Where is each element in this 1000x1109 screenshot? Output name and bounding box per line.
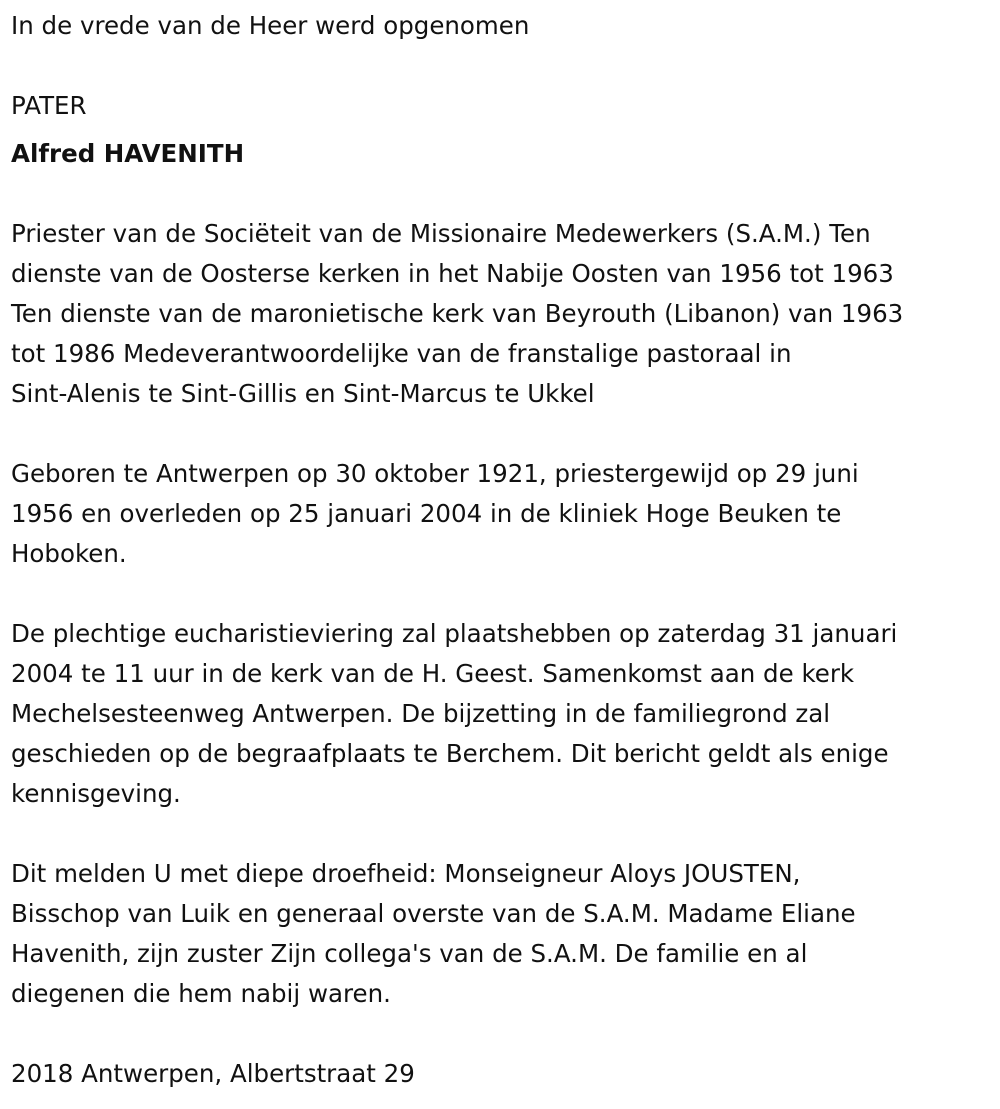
text-line: Hoboken. bbox=[11, 539, 127, 568]
spacer bbox=[11, 1014, 986, 1054]
text-line: dienste van de Oosterse kerken in het Nabije Oosten van 1956 tot 1963 bbox=[11, 259, 894, 288]
spacer bbox=[11, 574, 986, 614]
address-line: 2018 Antwerpen, Albertstraat 29 bbox=[11, 1059, 415, 1088]
text-line: Sint-Alenis te Sint-Gillis en Sint-Marcus te Ukkel bbox=[11, 379, 595, 408]
paragraph-announcers bbox=[11, 854, 986, 1014]
text-line: Mechelsesteenweg Antwerpen. De bijzetting in de familiegrond zal bbox=[11, 699, 831, 728]
text-line: kennisgeving. bbox=[11, 779, 181, 808]
text-line: 1956 en overleden op 25 januari 2004 in de kliniek Hoge Beuken te bbox=[11, 499, 842, 528]
paragraph-ceremony bbox=[11, 614, 986, 814]
spacer bbox=[11, 814, 986, 854]
spacer bbox=[11, 126, 986, 134]
deceased-name: Alfred HAVENITH bbox=[11, 139, 245, 168]
text-line: Bisschop van Luik en generaal overste van de S.A.M. Madame Eliane bbox=[11, 899, 856, 928]
spacer bbox=[11, 414, 986, 454]
paragraph-birth-death bbox=[11, 454, 986, 574]
text-line: Dit melden U met diepe droefheid: Monseigneur Aloys JOUSTEN, bbox=[11, 859, 801, 888]
text-line: geschieden op de begraafplaats te Berchem. Dit bericht geldt als enige bbox=[11, 739, 889, 768]
text-line: 2004 te 11 uur in de kerk van de H. Geest. Samenkomst aan de kerk bbox=[11, 659, 855, 688]
text-line: Priester van de Sociëteit van de Missionaire Medewerkers (S.A.M.) Ten bbox=[11, 219, 871, 248]
title-line: PATER bbox=[11, 91, 87, 120]
text-line: Havenith, zijn zuster Zijn collega's van de S.A.M. De familie en al bbox=[11, 939, 808, 968]
paragraph-career bbox=[11, 214, 986, 414]
text-line: De plechtige eucharistieviering zal plaatshebben op zaterdag 31 januari bbox=[11, 619, 898, 648]
text-line: diegenen die hem nabij waren. bbox=[11, 979, 391, 1008]
text-line: tot 1986 Medeverantwoordelijke van de franstalige pastoraal in bbox=[11, 339, 792, 368]
intro-line: In de vrede van de Heer werd opgenomen bbox=[11, 11, 530, 40]
text-line: Ten dienste van de maronietische kerk van Beyrouth (Libanon) van 1963 bbox=[11, 299, 904, 328]
text-line: Geboren te Antwerpen op 30 oktober 1921, priestergewijd op 29 juni bbox=[11, 459, 859, 488]
spacer bbox=[11, 46, 986, 86]
obituary-document bbox=[11, 0, 986, 1094]
spacer bbox=[11, 174, 986, 214]
